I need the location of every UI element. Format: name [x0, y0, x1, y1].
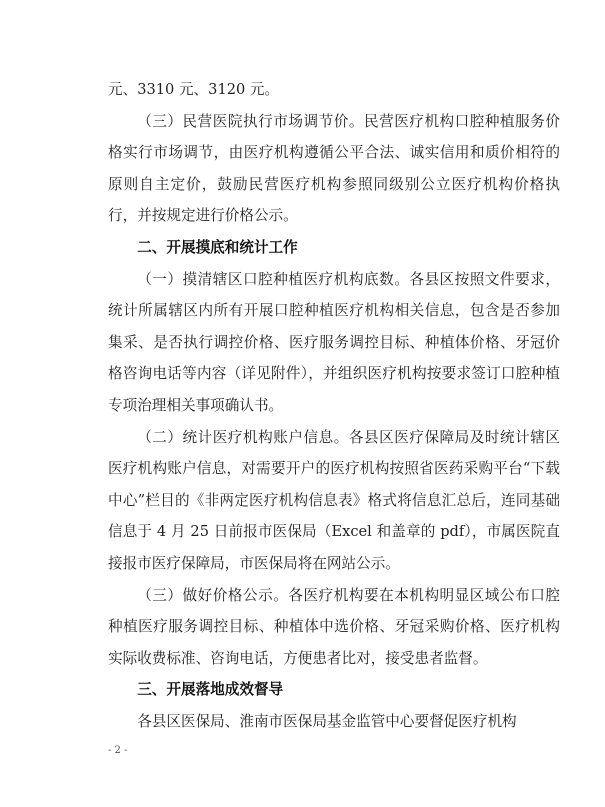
section-heading-2: 二、开展摸底和统计工作 — [137, 238, 298, 256]
paragraph-2-2: （二）统计医疗机构账户信息。各县区医疗保障局及时统计辖区医疗机构账户信息，对需要开户的医疗机构按照省医药采购平台“下载中心”栏目的《非两定医疗机构信息表》格式将信息汇总后，连同基础信息于 4 月 25 日前报市医保局（Excel 和盖章的 pdf），市属医院直接报市医疗保障局，市医保局将在网站公示。 — [108, 428, 560, 572]
paragraph-3: 各县区医保局、淮南市医保局基金监管中心要督促医疗机构 — [137, 712, 517, 730]
paragraph-private-hospital-pricing: （三）民营医院执行市场调节价。民营医疗机构口腔种植服务价格实行市场调节，由医疗机构遵循公平合法、诚实信用和质价相符的原则自主定价，鼓励民营医疗机构参照同级别公立医疗机构价格执行，并按规定进行价格公示。 — [108, 112, 560, 225]
paragraph-2-3: （三）做好价格公示。各医疗机构要在本机构明显区域公布口腔种植医疗服务调控目标、种植体中选价格、牙冠采购价格、医疗机构实际收费标准、咨询电话，方便患者比对，接受患者监督。 — [108, 586, 560, 667]
paragraph-2-1: （一）摸清辖区口腔种植医疗机构底数。各县区按照文件要求，统计所属辖区内所有开展口腔种植医疗机构相关信息，包含是否参加集采、是否执行调控价格、医疗服务调控目标、种植体价格、牙冠价格咨询电话等内容（详见附件），并组织医疗机构按要求签订口腔种植专项治理相关事项确认书。 — [108, 270, 560, 414]
document-body — [108, 74, 560, 737]
section-heading-3: 三、开展落地成效督导 — [137, 681, 284, 699]
continuation-line: 元、3310 元、3120 元。 — [108, 81, 280, 98]
page-number: - 2 - — [108, 745, 128, 756]
